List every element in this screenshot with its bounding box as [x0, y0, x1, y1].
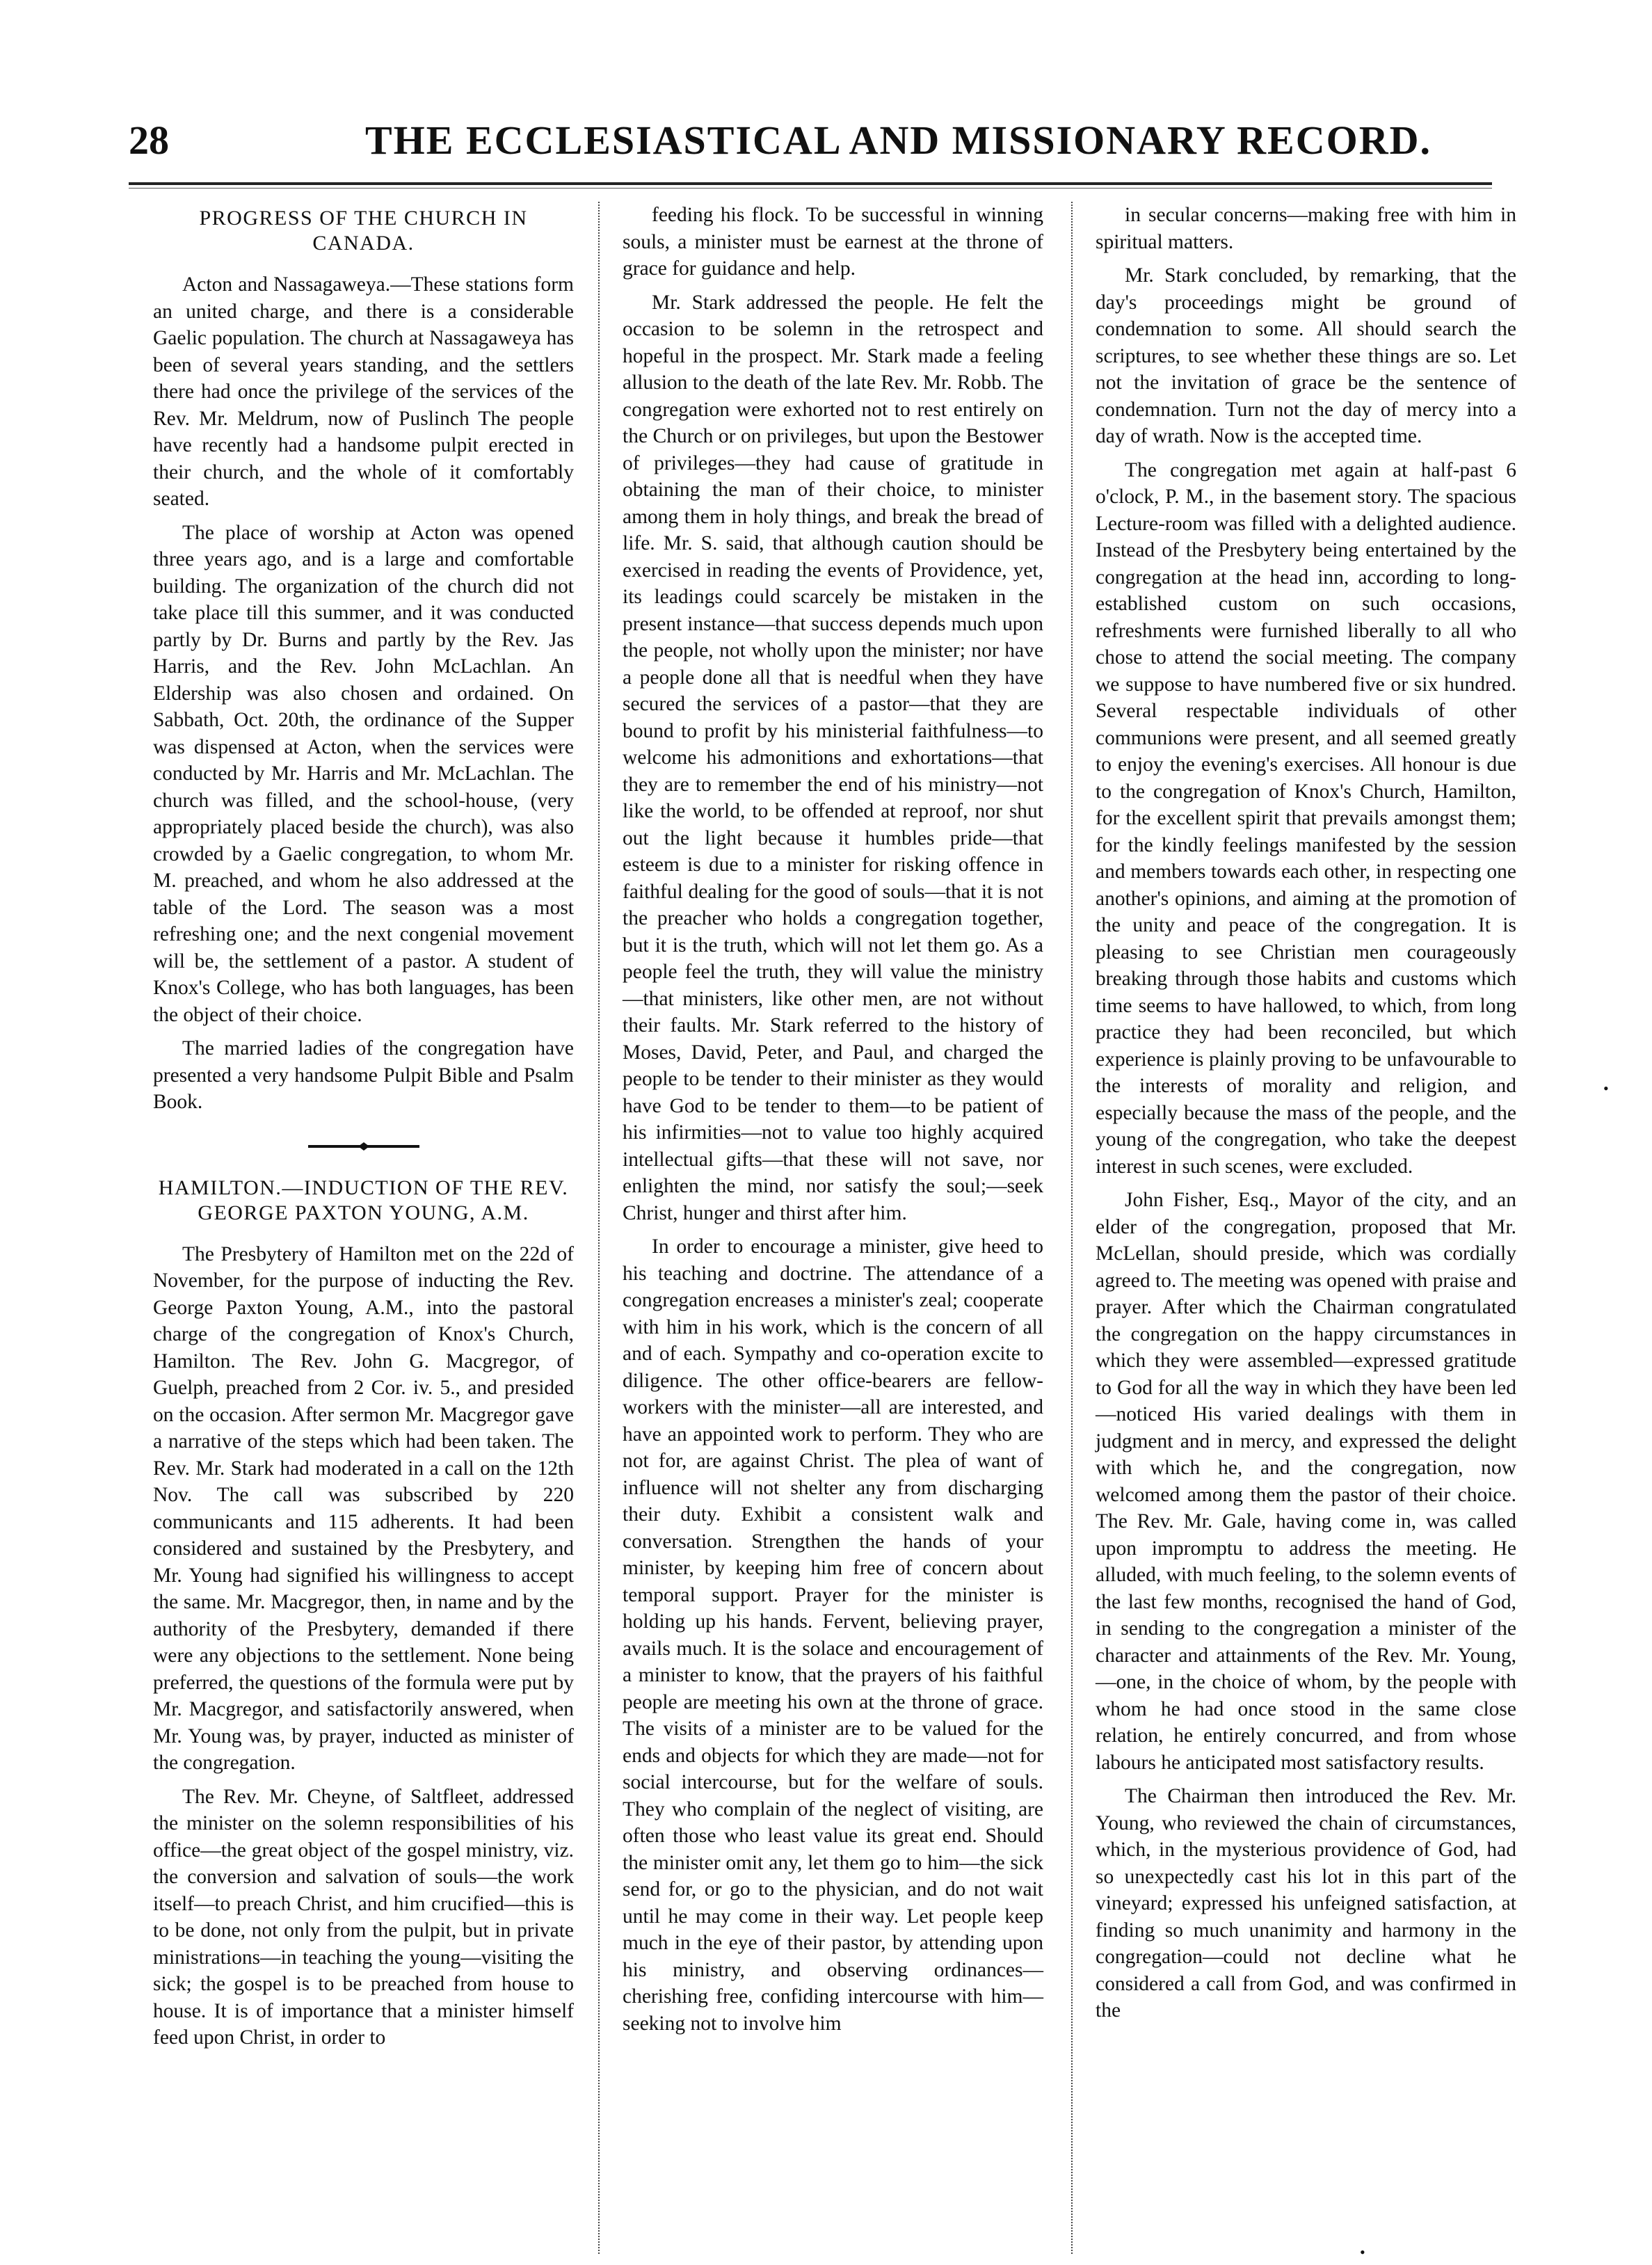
column-2: [623, 202, 1043, 2044]
paragraph: Mr. Stark addressed the people. He felt the occasion to be solemn in the retrospect and hopeful in the prospect. Mr. Stark made a feeling allusion to the death of the late Rev. Mr. Robb. The congregation were exhorted not to rest entirely on the Church or on privileges, but upon the Bestower of privileges—they had cause of gratitude in obtaining the man of their choice, to minister among them in holy things, and break the bread of life. Mr. S. said, that although caution should be exercised in reading the events of Providence, yet, its leadings could scarcely be mistaken in the present instance—that success depends much upon the people, not wholly upon the minister; nor have a people done all that is needful when they have secured the services of a pastor—that they are bound to profit by his ministerial faithfulness—to welcome his admonitions and exhortations—that they are to remember the end of his ministry—not like the world, to be offended at reproof, nor shut out the light because it humbles pride—that esteem is due to a minister for risking offence in faithful dealing for the good of souls—that it is not the preacher who holds a congregation together, but it is the truth, which will not let them go. As a people feel the truth, they will value the ministry—that ministers, like other men, are not without their faults. Mr. Stark referred to the history of Moses, David, Peter, and Paul, and charged the people to be tender to their minister as they would have God to be tender to them—to be patient of his infirmities—not to value too highly acquired intellectual gifts—that these will not save, nor enlighten the mind, nor satisfy the soul;—seek Christ, hunger and thirst after him.: [623, 291, 1043, 1224]
section-ornament: [308, 1142, 419, 1151]
page-number: 28: [129, 118, 169, 163]
paragraph: John Fisher, Esq., Mayor of the city, and an elder of the congregation, proposed that Mr. McLellan, should preside, which was cordially agreed to. The meeting was opened with praise and prayer. After which the Chairman congratulated the congregation on the happy circumstances in which they were assembled—expressed gratitude to God for all the way in which they have been led—noticed His varied dealings with them in judgment and in mercy, and expressed the delight with which he, and the congregation, now welcomed among them the pastor of their choice. The Rev. Mr. Gale, having come in, was called upon impromptu to address the meeting. He alluded, with much feeling, to the solemn events of the last few months, recognised the hand of God, in sending to the congregation a minister of the character and attainments of the Rev. Mr. Young,—one, in the choice of whom, by the people with whom he had once stood in the same close relation, he entirely concurred, and from whose labours he anticipated most satisfactory results.: [1096, 1189, 1516, 1774]
header-rule-thin: [129, 188, 1492, 189]
paragraph: The Rev. Mr. Cheyne, of Saltfleet, addressed the minister on the solemn responsibilities of his office—the great object of the gospel ministry, viz. the conversion and salvation of souls—the work itself—to preach Christ, and him crucified—this is to be done, not only from the pulpit, but in private ministrations—in teaching the young—visiting the sick; the gospel is to be preached from house to house. It is of importance that a minister himself feed upon Christ, in order to: [153, 1785, 574, 2049]
masthead: [129, 117, 1492, 173]
paragraph: Acton and Nassagaweya.—These stations form an united charge, and there is a considerable Gaelic population. The church at Nassagaweya has been of several years standing, and the settlers there had once the privilege of the services of the Rev. Mr. Meldrum, now of Puslinch The people have recently had a handsome pulpit erected in their church, and the whole of it comfortably seated.: [153, 273, 574, 510]
paragraph: feeding his flock. To be successful in winning souls, a minister must be earnest at the throne of grace for guidance and help.: [623, 204, 1043, 280]
header-rule: [129, 182, 1492, 185]
paragraph: The Chairman then introduced the Rev. Mr. Young, who reviewed the chain of circumstances, which, in the mysterious providence of God, had so unexpectedly cast his lot in this part of the vineyard; expressed his unfeigned satisfaction, at finding so much unanimity and harmony in the congregation—could not decline what he considered a call from God, and was confirmed in the: [1096, 1785, 1516, 2022]
paragraph: Mr. Stark concluded, by remarking, that the day's proceedings might be ground of condemnation to some. All should search the scriptures, to see whether these things are so. Let not the invitation of grace be the sentence of condemnation. Turn not the day of mercy into a day of wrath. Now is the accepted time.: [1096, 264, 1516, 447]
paragraph: The congregation met again at half-past 6 o'clock, P. M., in the basement story. The spacious Lecture-room was filled with a delighted audience. Instead of the Presbytery being entertained by the congregation at the head inn, according to long-established custom on such occasions, refreshments were furnished liberally to all who chose to attend the social meeting. The company we suppose to have numbered five or six hundred. Several respectable individuals of other communions were present, and all seemed greatly to enjoy the evening's exercises. All honour is due to the congregation of Knox's Church, Hamilton, for the excellent spirit that prevails amongst them; for the kindly feelings manifested by the session and members towards each other, in respecting one another's opinions, and aiming at the promotion of the unity and peace of the congregation. It is pleasing to see Christian men courageously breaking through those habits and customs which time seems to have hallowed, to which, from long practice they had been reconciled, but which experience is plainly proving to be unfavourable to the interests of morality and religion, and especially because the mass of the people, and the young of the congregation, who take the deepest interest in such scenes, were excluded.: [1096, 458, 1516, 1178]
column-3: [1096, 202, 1516, 2031]
paragraph: in secular concerns—making free with him in spiritual matters.: [1096, 204, 1516, 253]
column-divider: [598, 202, 600, 2254]
paragraph: The place of worship at Acton was opened three years ago, and is a large and comfortable building. The organization of the church did not take place till this summer, and it was conducted partly by Dr. Burns and partly by the Rev. Jas Harris, and the Rev. John McLachlan. An Eldership was also chosen and ordained. On Sabbath, Oct. 20th, the ordinance of the Supper was dispensed at Acton, when the services were conducted by Mr. Harris and Mr. McLachlan. The church was filled, and the school-house, (very appropriately placed beside the church), was also crowded by a Gaelic congregation, to whom Mr. M. preached, and whom he also addressed at the table of the Lord. The season was a most refreshing one; and the next congenial movement will be, the settlement of a pastor. A student of Knox's College, who has both languages, has been the object of their choice.: [153, 521, 574, 1026]
margin-mark: •: [1360, 2243, 1365, 2261]
margin-mark: •: [1603, 1080, 1609, 1097]
column-1: [153, 202, 574, 2058]
column-divider: [1071, 202, 1073, 2254]
running-title: THE ECCLESIASTICAL AND MISSIONARY RECORD.: [365, 118, 1432, 163]
article-heading: HAMILTON.—INDUCTION OF THE REV. GEORGE PAXTON YOUNG, A.M.: [158, 1176, 569, 1224]
paragraph: The Presbytery of Hamilton met on the 22d of November, for the purpose of inducting the Rev. George Paxton Young, A.M., into the pastoral charge of the congregation of Knox's Church, Hamilton. The Rev. John G. Macgregor, of Guelph, preached from 2 Cor. iv. 5., and presided on the occasion. After sermon Mr. Macgregor gave a narrative of the steps which had been taken. The Rev. Mr. Stark had moderated in a call on the 12th Nov. The call was subscribed by 220 communicants and 115 adherents. It had been considered and sustained by the Presbytery, and Mr. Young had signified his willingness to accept the same. Mr. Macgregor, then, in name and by the authority of the Presbytery, demanded if there were any objections to the settlement. None being preferred, the questions of the formula were put by Mr. Macgregor, and satisfactorily answered, when Mr. Young was, by prayer, inducted as minister of the congregation.: [153, 1242, 574, 1774]
article-heading: PROGRESS OF THE CHURCH IN CANADA.: [199, 207, 528, 255]
paragraph: The married ladies of the congregation have presented a very handsome Pulpit Bible and Psalm Book.: [153, 1037, 574, 1113]
paragraph: In order to encourage a minister, give heed to his teaching and doctrine. The attendance of a congregation encreases a minister's zeal; cooperate with him in his work, which is the concern of all and of each. Sympathy and co-operation excite to diligence. The other office-bearers are fellow-workers with the minister—all are interested, and have an appointed work to perform. They who are not for, are against Christ. The plea of want of influence will not shelter any from discharging their duty. Exhibit a consistent walk and conversation. Strengthen the hands of your minister, by keeping him free of concern about temporal support. Prayer for the minister is holding up his hands. Fervent, believing prayer, avails much. It is the solace and encouragement of a minister to know, that the prayers of his faithful people are meeting his own at the throne of grace. The visits of a minister are to be valued for the ends and objects for which they are made—not for social intercourse, but for the welfare of souls. They who complain of the neglect of visiting, are often those who least value its great end. Should the minister omit any, let them go to him—the sick send for, or go to the physician, and do not wait until he may come in their way. Let people keep much in the eye of their pastor, by attending upon his ministry, and observing ordinances—cherishing free, confiding intercourse with him—seeking not to involve him: [623, 1235, 1043, 2035]
